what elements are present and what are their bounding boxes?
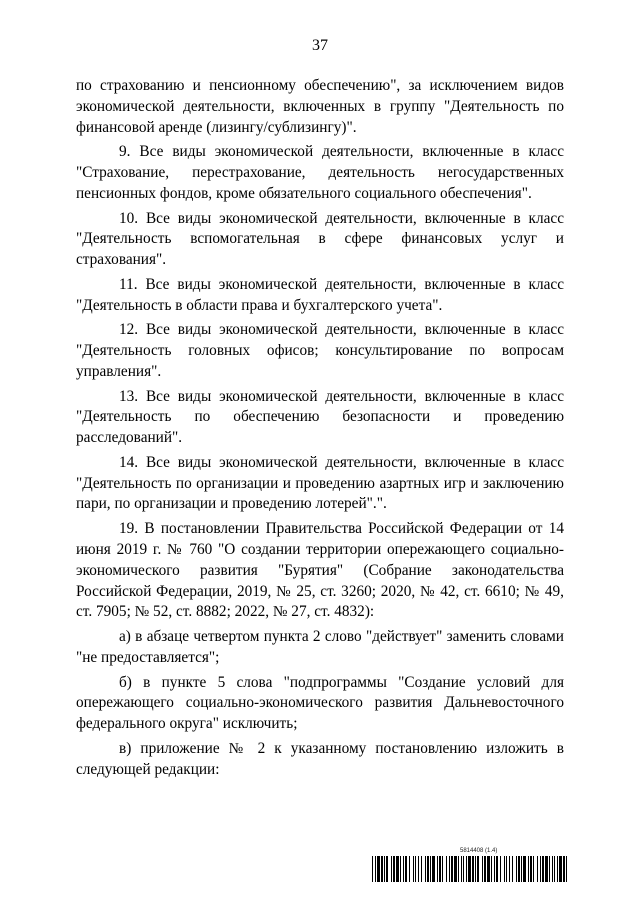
- paragraph-continuation: по страхованию и пенсионному обеспечению", за исключением видов экономической деятельности, включенных в группу "Деятельность по финансовой аренде (лизингу/сублизингу)".: [76, 77, 564, 136]
- subparagraph-a: а) в абзаце четвертом пункта 2 слово "действует" заменить словами "не предоставляется";: [76, 628, 564, 666]
- barcode-label: 5814408 (1.4): [460, 848, 498, 854]
- paragraph-item-19: 19. В постановлении Правительства Российской Федерации от 14 июня 2019 г. № 760 "О создании территории опережающего социально-экономического развития "Бурятия" (Собрание законодательства Российской Федерации, 2019, № 25, ст. 3260; 2020, № 42, ст. 6610; № 49, ст. 7905; № 52, ст. 8882; 2022, № 27, ст. 4832):: [76, 520, 564, 621]
- page-number: 37: [312, 37, 328, 54]
- paragraph-item-12: 12. Все виды экономической деятельности, включенные в класс "Деятельность головных офисов; консультирование по вопросам управления".: [76, 321, 564, 380]
- document-body: [76, 76, 564, 784]
- subparagraph-v: в) приложение № 2 к указанному постановлению изложить в следующей редакции:: [76, 739, 564, 778]
- barcode-icon: [372, 856, 568, 882]
- barcode-block: [372, 848, 568, 884]
- paragraph-item-13: 13. Все виды экономической деятельности, включенные в класс "Деятельность по обеспечению безопасности и проведению расследований".: [76, 387, 564, 447]
- paragraph-item-9: 9. Все виды экономической деятельности, включенные в класс "Страхование, перестрахование, деятельность негосударственных пенсионных фондов, кроме обязательного социального обеспечения".: [76, 143, 564, 202]
- paragraph-item-10: 10. Все виды экономической деятельности, включенные в класс "Деятельность вспомогательная в сфере финансовых услуг и страхования".: [76, 209, 564, 269]
- paragraph-item-11: 11. Все виды экономической деятельности, включенные в класс "Деятельность в области права и бухгалтерского учета".: [76, 275, 564, 314]
- paragraph-item-14: 14. Все виды экономической деятельности, включенные в класс "Деятельность по организации и проведению азартных игр и заключению пари, по организации и проведению лотерей".".: [76, 453, 564, 513]
- subparagraph-b: б) в пункте 5 слова "подпрограммы "Создание условий для опережающего социально-экономического развития Дальневосточного федерального округа" исключить;: [76, 673, 564, 733]
